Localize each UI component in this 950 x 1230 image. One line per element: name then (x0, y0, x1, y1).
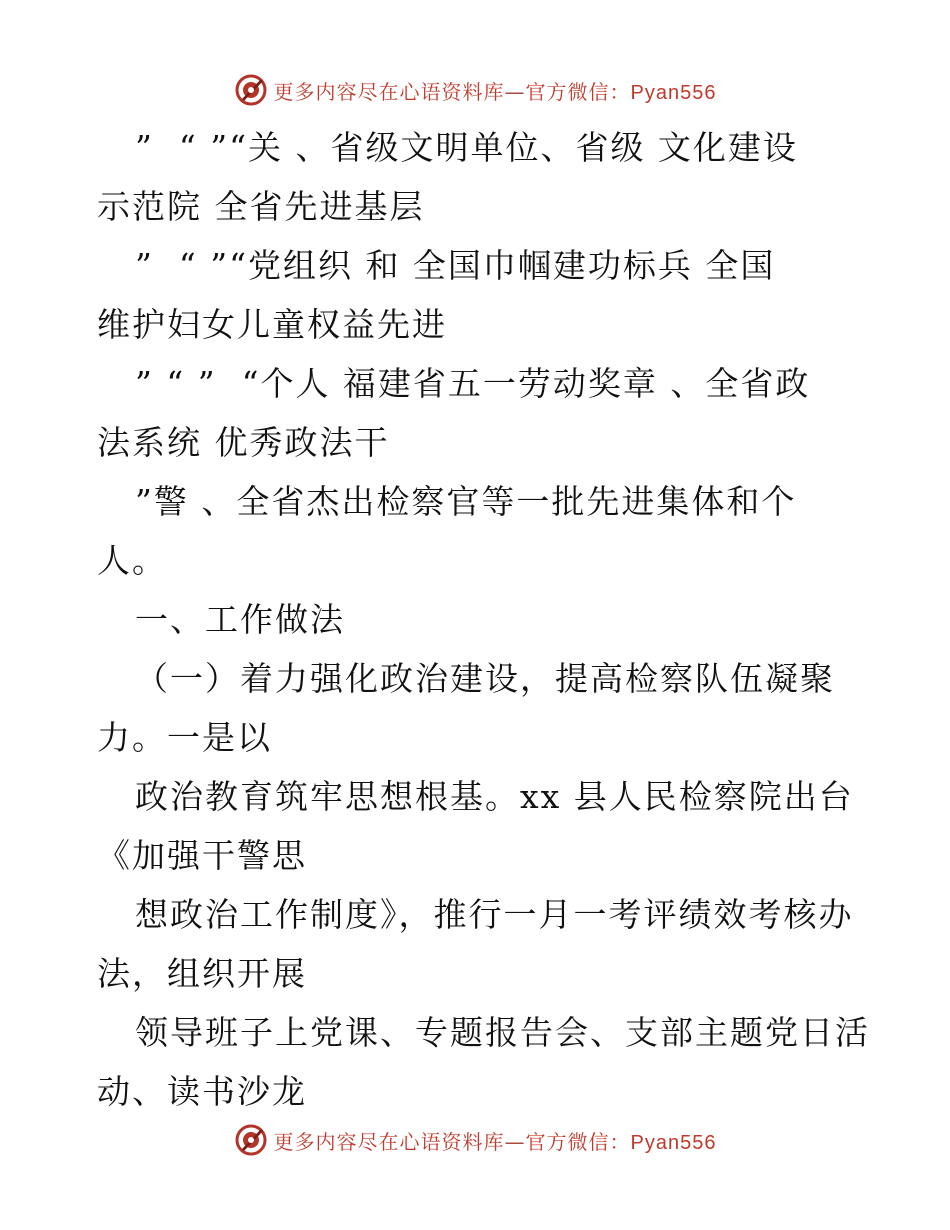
watermark-wechat-id: Pyan556 (630, 81, 717, 104)
text-line: 力。一是以 (97, 718, 272, 757)
watermark-label: 官方微信： (525, 1129, 631, 1154)
text-line: （一）着力强化政治建设，提高检察队伍凝聚 (135, 659, 835, 698)
watermark-text (274, 76, 717, 105)
text-line: 《加强干警思 (97, 836, 307, 875)
text-line: ”警 、全省杰出检察官等一批先进集体和个 (135, 482, 797, 521)
text-line: 领导班子上党课、专题报告会、支部主题党日活 (135, 1013, 870, 1052)
text-line: 法系统 优秀政法干 (97, 423, 390, 462)
pen-logo-icon (234, 1123, 268, 1157)
watermark-separator: — (504, 79, 526, 104)
watermark-title: 更多内容尽在心语资料库 (273, 79, 505, 104)
text-line: 想政治工作制度》，推行一月一考评绩效考核办 (135, 895, 854, 934)
watermark-title: 更多内容尽在心语资料库 (273, 1129, 505, 1154)
footer-watermark-banner (0, 1120, 950, 1160)
text-line: 示范院 全省先进基层 (97, 187, 425, 226)
text-line: 法，组织开展 (97, 954, 307, 993)
text-line: 政治教育筑牢思想根基。xx 县人民检察院出台 (135, 777, 854, 816)
watermark-wechat-id: Pyan556 (630, 1131, 717, 1154)
text-line: 一、工作做法 (135, 600, 345, 639)
text-line: 维护妇女儿童权益先进 (97, 305, 447, 344)
text-line: 动、读书沙龙 (97, 1072, 307, 1111)
watermark-label: 官方微信： (525, 79, 631, 104)
text-line: ” “ ”“党组织 和 全国巾帼建功标兵 全国 (135, 246, 776, 285)
text-line: ” “ ”“关 、省级文明单位、省级 文化建设 (135, 128, 798, 167)
text-line: 人。 (97, 541, 167, 580)
watermark-text (274, 1126, 717, 1155)
document-body (97, 118, 870, 1121)
text-line: ” “ ” “个人 福建省五一劳动奖章 、全省政 (135, 364, 811, 403)
header-watermark-banner (0, 70, 950, 110)
watermark-separator: — (504, 1129, 526, 1154)
pen-logo-icon (234, 73, 268, 107)
